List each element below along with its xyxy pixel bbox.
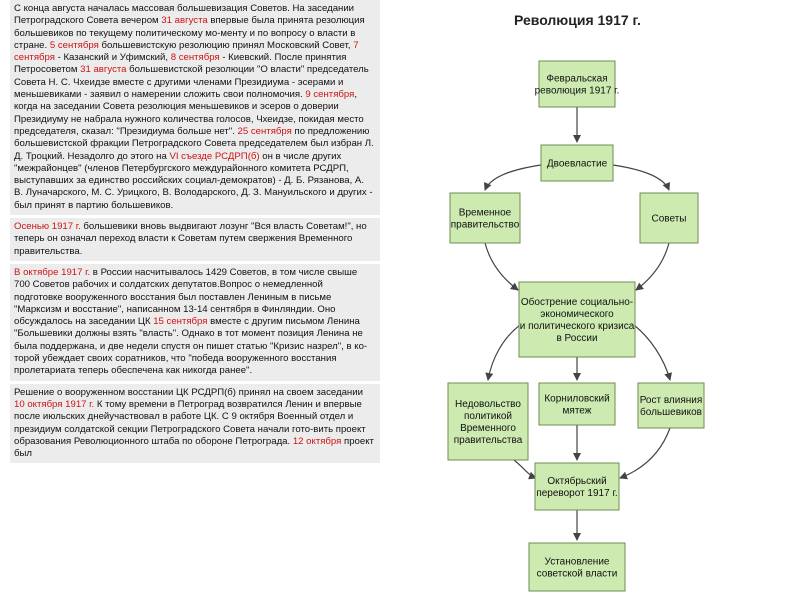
text-run: К тому времени в Петроград возвратился Ленин и впервые после июльских днейучаствовал в работе ЦК. С 9 октября Военный отдел и президиум солдатской секции Петроградского Совета начали гото-вить проект образования Революционного штаба по обороне Петрограда.	[14, 398, 366, 447]
node-provisional-government	[450, 193, 520, 243]
node-label-line: переворот 1917 г.	[536, 488, 618, 499]
text-run: большевистскую резолюцию принял Московский Совет,	[98, 39, 354, 51]
node-soviets	[640, 193, 698, 243]
arrow-soviets-to-crisis	[636, 243, 669, 290]
highlighted-date: VI съезде РСДРП(б)	[169, 150, 260, 162]
text-run: в России насчитывалось 1429 Советов, в том числе свыше 700 Советов рабочих и солдатских депутатов.Вопрос о немедленной подготовке вооруженного восстания был поставлен Лениным в письме "Марксизм и восстание", написанном 13-14 сентября в Финляндии. Оно обсуждалось на заседании ЦК	[14, 266, 358, 328]
highlighted-date: Осенью 1917 г.	[14, 221, 81, 233]
text-paragraph	[10, 264, 380, 381]
node-label-line: правительства	[453, 435, 523, 446]
text-paragraph	[10, 384, 380, 464]
text-run: проект был	[14, 435, 374, 460]
highlighted-date: 7 сентября	[14, 39, 359, 64]
node-label-line: Обострение социально-	[520, 297, 634, 308]
highlighted-date: 5 сентября	[49, 39, 99, 51]
highlighted-date: 10 октября 1917 г.	[14, 398, 95, 410]
arrow-dual-power-to-provisional	[485, 165, 541, 190]
node-label-line: Октябрьский	[547, 476, 607, 487]
highlighted-date: 15 сентября	[153, 316, 208, 328]
node-february-revolution	[535, 61, 620, 107]
node-label-line: советской власти	[536, 568, 618, 580]
node-label-line: Февральская	[546, 73, 608, 85]
node-label-line: и политического кризиса	[519, 321, 635, 332]
node-label-line: большевиков	[640, 407, 702, 418]
text-paragraph	[10, 218, 380, 261]
highlighted-date: 25 сентября	[237, 125, 292, 137]
highlighted-date: В октябре 1917 г.	[14, 266, 91, 278]
text-run: впервые была принята резолюция большевиков по текущему политическому мо-менту и по вопросу о власти в стране.	[14, 15, 365, 51]
node-government-discontent	[448, 383, 528, 460]
node-label-line: Двоевластие	[546, 158, 608, 170]
node-label-line: Корниловский	[544, 393, 610, 405]
node-kornilov-revolt	[539, 383, 615, 425]
node-label-line: экономического	[540, 309, 614, 320]
text-panel	[10, 0, 380, 600]
text-run: большевики вновь выдвигают лозунг "Вся власть Советам!", но теперь он означал переход власти к Советам путем свержения Временного правительства.	[14, 221, 367, 257]
node-october-revolution	[535, 463, 619, 510]
node-label-line: Установление	[544, 556, 610, 568]
text-run: Решение о вооруженном восстании ЦК РСДРП(б) принял на своем заседании	[14, 386, 363, 398]
text-run: , когда на заседании Совета резолюция меньшевиков и эсеров о доверии Президиуму не набрала нужного количества голосов, Чхеидзе, покидая место председателя, сказал: "Президиума больше нет".	[14, 89, 364, 137]
arrow-crisis-to-growth	[634, 325, 670, 380]
node-label-line: Рост влияния	[639, 395, 703, 406]
arrow-dual-power-to-soviets	[613, 165, 669, 190]
node-bolshevik-influence	[638, 383, 704, 428]
highlighted-date: 8 сентября	[170, 52, 220, 64]
node-label-line: Временное	[458, 207, 512, 219]
node-label-line: мятеж	[562, 405, 592, 417]
highlighted-date: 9 сентября	[305, 89, 355, 101]
text-paragraph	[10, 0, 380, 215]
node-label-line: политикой	[464, 411, 512, 422]
highlighted-date: 31 августа	[161, 15, 208, 27]
node-label-line: правительство	[450, 219, 520, 231]
text-run: - Киевский. После принятия Петросоветом	[14, 52, 347, 76]
text-run: С конца августа началась массовая большевизация Советов. На заседании Петроградского Совета вечером	[14, 3, 355, 27]
node-label-line: Недовольство	[455, 399, 521, 410]
highlighted-date: 12 октября	[292, 435, 342, 447]
text-run: - Казанский и Уфимский,	[54, 52, 171, 64]
node-label-line: Советы	[651, 213, 687, 225]
node-label-line: Временного	[460, 423, 516, 434]
arrow-discontent-to-october	[514, 460, 536, 478]
revolution-diagram	[428, 0, 800, 600]
diagram-title: Революция 1917 г.	[514, 12, 641, 28]
text-run: вместе с другим письмом Ленина "Большевики должны взять "власть". Однако в тот момент позиция Ленина не была поддержана, и две недели спустя он пишет статью "Кризис назрел", в ко-торой убеждает своих соратников, что "победа вооруженного восстания пролетариата теперь обеспечена как никогда ранее".	[14, 316, 368, 377]
text-run: большевистской резолюции "О власти" председатель Совета Н. С. Чхеидзе вместе с другими членами Президиума - эсерами и меньшевиками - заявил о намерении сложить свои полномочия.	[14, 64, 369, 101]
highlighted-date: 31 августа	[80, 64, 127, 76]
arrow-growth-to-october	[620, 428, 670, 478]
arrow-crisis-to-discontent	[488, 325, 520, 380]
text-run: по предложению большевистской фракции Петроградского Совета председателем был избран Л. Д. Троцкий. Незадолго до этого на	[14, 125, 374, 162]
node-label-line: в России	[556, 333, 598, 344]
text-run: он в числе других "межрайонцев" (членов Петербургского междурайонного комитета РСДРП, выступавших за единство российских социал-демократов) - Д. Б. Рязанова, А. В. Луначарского, М. С. Урицкого, В. Володарского, Д. З. Мануильского и других - был принят в партию большевиков.	[14, 150, 373, 211]
node-dual-power	[541, 145, 613, 181]
arrow-provisional-to-crisis	[485, 243, 518, 290]
node-crisis	[519, 282, 635, 357]
node-soviet-power	[529, 543, 625, 591]
node-label-line: революция 1917 г.	[534, 85, 620, 97]
